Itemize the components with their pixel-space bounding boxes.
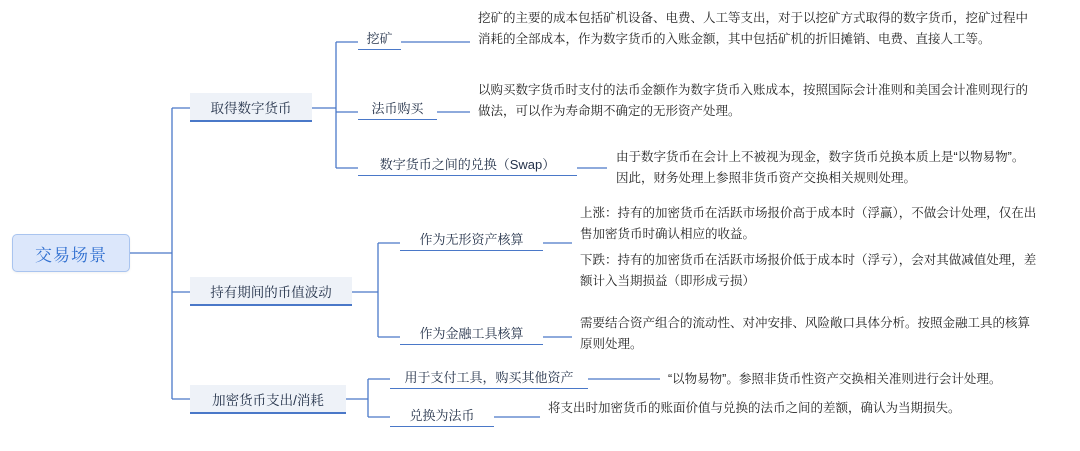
child-node-intangible-asset[interactable] (400, 229, 543, 251)
child-node-payment-tool[interactable] (390, 367, 588, 389)
leaf-text-convert-fiat: 将支出时加密货币的账面价值与兑换的法币之间的差额，确认为当期损失。 (548, 401, 961, 415)
child-node-mining[interactable] (358, 28, 401, 50)
leaf-text-intangible-rise: 上涨：持有的加密货币在活跃市场报价高于成本时（浮赢），不做会计处理，仅在出售加密货币时确认相应的收益。 (580, 206, 1037, 241)
root-node[interactable] (12, 234, 130, 272)
child-node-label: 法币购买 (371, 101, 424, 116)
leaf-text-swap: 由于数字货币在会计上不被视为现金，数字货币兑换本质上是“以物易物”。因此，财务处理上参照非货币资产交换相关规则处理。 (616, 150, 1025, 185)
child-node-label: 用于支付工具，购买其他资产 (404, 370, 574, 385)
child-node-label: 作为无形资产核算 (419, 232, 524, 247)
leaf-text-intangible-fall: 下跌：持有的加密货币在活跃市场报价低于成本时（浮亏），会对其做减值处理，差额计入当期损益（即形成亏损） (580, 253, 1037, 288)
root-node-label: 交易场景 (35, 245, 107, 265)
branch-node-spend[interactable] (190, 385, 346, 414)
branch-node-holding[interactable] (190, 277, 352, 306)
child-node-label: 数字货币之间的兑换（Swap） (379, 157, 556, 172)
leaf-text-financial-instrument: 需要结合资产组合的流动性、对冲安排、风险敞口具体分析。按照金融工具的核算原则处理。 (580, 316, 1031, 351)
leaf-text-fiat-purchase: 以购买数字货币时支付的法币金额作为数字货币入账成本，按照国际会计准则和美国会计准则现行的做法，可以作为寿命期不确定的无形资产处理。 (478, 83, 1029, 118)
leaf-text-mining: 挖矿的主要的成本包括矿机设备、电费、人工等支出，对于以挖矿方式取得的数字货币，挖矿过程中消耗的全部成本，作为数字货币的入账金额，其中包括矿机的折旧摊销、电费、直接人工等。 (478, 11, 1029, 46)
child-node-fiat-purchase[interactable] (358, 98, 437, 120)
leaf-text-payment-tool: “以物易物”。参照非货币性资产交换相关准则进行会计处理。 (668, 372, 1002, 386)
branch-node-label: 取得数字货币 (210, 100, 292, 116)
child-node-label: 作为金融工具核算 (419, 326, 524, 341)
child-node-swap[interactable] (358, 154, 577, 176)
child-node-financial-instrument[interactable] (400, 323, 543, 345)
child-node-label: 挖矿 (366, 31, 393, 46)
branch-node-label: 加密货币支出/消耗 (212, 392, 324, 408)
child-node-convert-fiat[interactable] (390, 405, 494, 427)
branch-node-label: 持有期间的币值波动 (210, 284, 332, 300)
branch-node-acquire[interactable] (190, 93, 312, 122)
child-node-label: 兑换为法币 (409, 408, 475, 423)
